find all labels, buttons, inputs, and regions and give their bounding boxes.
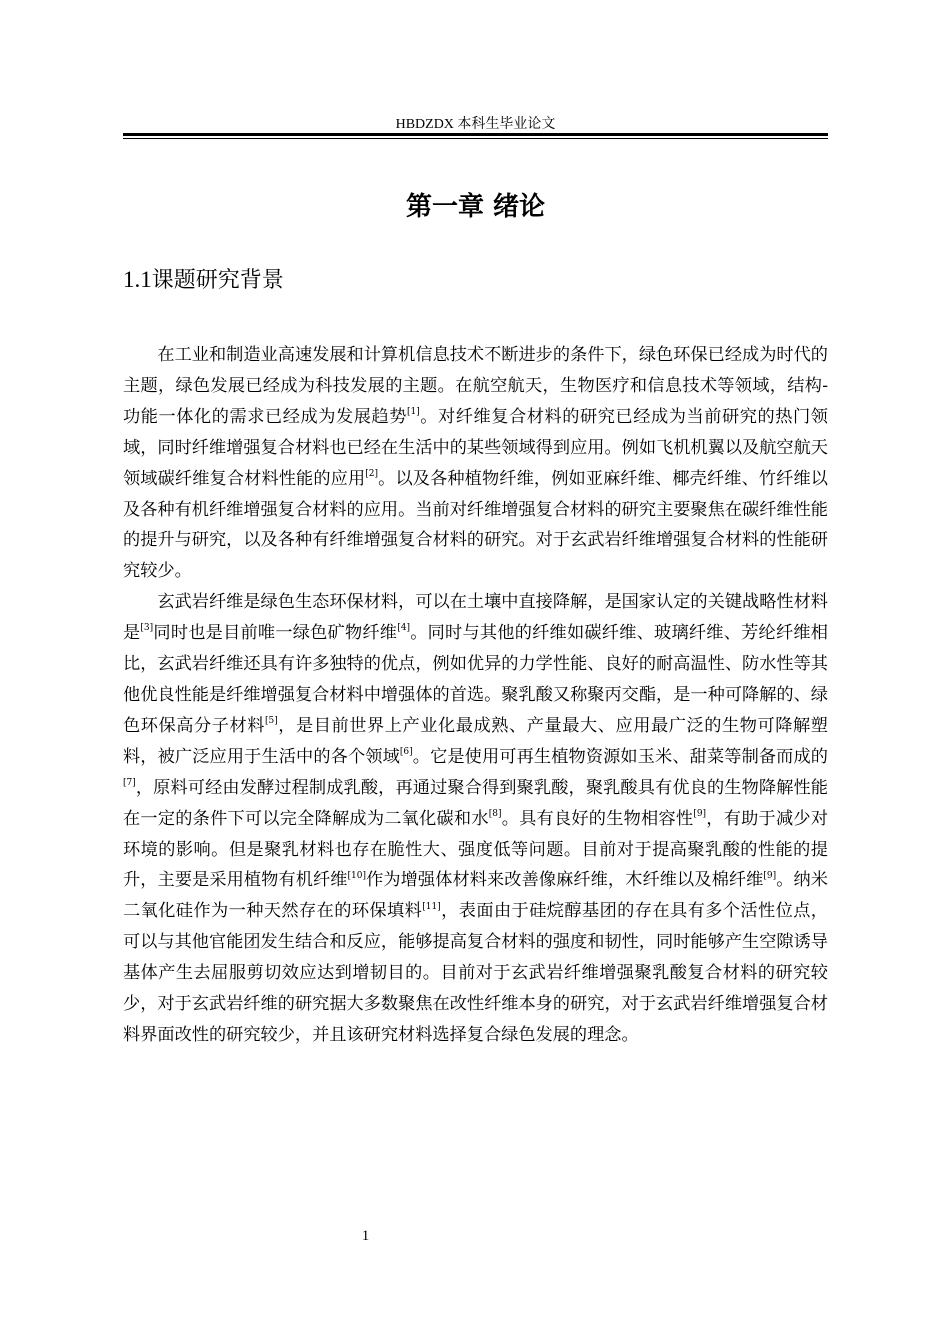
- section-title: 课题研究背景: [151, 268, 284, 293]
- citation: [2]: [365, 468, 379, 479]
- citation: [3]: [140, 623, 154, 634]
- text-run: ，有助于减少对环境的影响。但是聚乳材料也存在脆性大、强度低等问题。目前对于提高聚乳酸的性能的提升，主要是采用植物有机纤维: [123, 808, 828, 891]
- body-text: [123, 340, 828, 1051]
- text-run: 玄武岩纤维是绿色生态环保材料，可以在土壤中直接降解，是国家认定的关键战略性材料是: [123, 592, 828, 644]
- citation: [5]: [265, 716, 278, 727]
- paragraph-1: [123, 340, 828, 587]
- citation: [6]: [399, 747, 413, 758]
- text-run: 。以及各种植物纤维，例如亚麻纤维、椰壳纤维、竹纤维以及各种有机纤维增强复合材料的应用。当前对纤维增强复合材料的研究主要聚焦在碳纤维性能的提升与研究，以及各种有纤维增强复合材料的研究。对于玄武岩纤维增强复合材料的性能研究较少。: [123, 468, 828, 582]
- citation: [10]: [347, 870, 367, 881]
- citation: [4]: [397, 623, 410, 634]
- text-run: ，原料可经由发酵过程制成乳酸，再通过聚合得到聚乳酸，聚乳酸具有优良的生物降解性能在一定的条件下可以完全降解成为二氧化碳和水: [123, 777, 828, 829]
- section-number: 1.1: [123, 267, 152, 292]
- text-run: 作为增强体材料来改善像麻纤维，木纤维以及棉纤维: [366, 870, 764, 891]
- text-run: ，表面由于硅烷醇基团的存在具有多个活性位点，可以与其他官能团发生结合和反应，能够提高复合材料的强度和韧性，同时能够产生空隙诱导基体产生去屈服剪切效应达到增韧目的。目前对于玄武岩纤维增强聚乳酸复合材料的研究较少，对于玄武岩纤维的研究据大多数聚焦在改性纤维本身的研究，对于玄武岩纤维增强复合材料界面改性的研究较少，并且该研究材料选择复合绿色发展的理念。: [123, 901, 828, 1045]
- citation: [9]: [693, 808, 707, 819]
- citation: [8]: [488, 808, 502, 819]
- running-header: HBDZDX 本科生毕业论文: [395, 117, 556, 132]
- text-run: 同时也是目前唯一绿色矿物纤维: [153, 623, 398, 644]
- section-heading: [123, 265, 284, 296]
- text-run: 。纳米二氧化硅作为一种天然存在的环保填料: [123, 870, 828, 922]
- citation: [7]: [123, 777, 136, 788]
- text-run: ，是目前世界上产业化最成熟、产量最大、应用最广泛的生物可降解塑料，被广泛应用于生活中的各个领域: [123, 715, 828, 767]
- citation: [9]: [763, 870, 777, 881]
- text-run: 。具有良好的生物相容性: [501, 808, 694, 829]
- text-run: 。对纤维复合材料的研究已经成为当前研究的热门领域，同时纤维增强复合材料也已经在生活中的某些领域得到应用。例如飞机机翼以及航空航天领域碳纤维复合材料性能的应用: [123, 406, 828, 489]
- citation: [11]: [422, 901, 441, 912]
- chapter-title: 第一章 绪论: [405, 192, 546, 222]
- header-rule-thick: [123, 133, 828, 136]
- page-number: 1: [361, 1228, 370, 1244]
- text-run: 在工业和制造业高速发展和计算机信息技术不断进步的条件下，绿色环保已经成为时代的主题，绿色发展已经成为科技发展的主题。在航空航天，生物医疗和信息技术等领域，结构-功能一体化的需求已经成为发展趋势: [123, 345, 828, 427]
- text-run: 。同时与其他的纤维如碳纤维、玻璃纤维、芳纶纤维相比，玄武岩纤维还具有许多独特的优点，例如优异的力学性能、良好的耐高温性、防水性等其他优良性能是纤维增强复合材料中增强体的首选。聚乳酸又称聚丙交酯，是一种可降解的、绿色环保高分子材料: [123, 623, 828, 736]
- citation: [1]: [407, 407, 420, 418]
- paragraph-2: [123, 587, 828, 1051]
- header-rule-thin: [123, 138, 828, 139]
- text-run: 。它是使用可再生植物资源如玉米、甜菜等制备而成的: [412, 746, 828, 767]
